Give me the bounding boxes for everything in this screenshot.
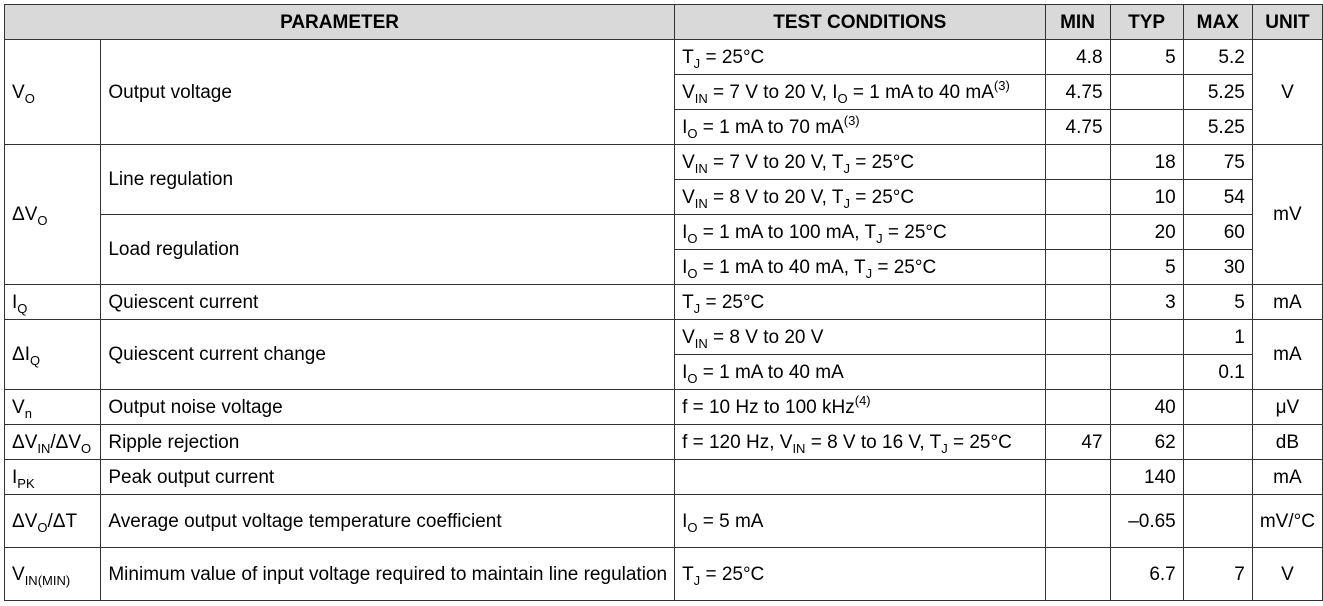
unit-value: mA [1252,320,1322,390]
typ-value: 6.7 [1110,548,1183,601]
max-value [1183,425,1252,460]
table-row [5,215,1323,250]
max-value [1183,390,1252,425]
unit-value: mA [1252,460,1322,495]
test-condition: f = 120 Hz, $V_{IN} = 8$ V to 16 V, $T_J = 25^\circ C$ [675,425,1045,460]
test-condition [675,460,1045,495]
unit-value: μV [1252,390,1322,425]
typ-value: 18 [1110,145,1183,180]
symbol-vo: $V_O$ [5,40,101,145]
test-condition: $I_O = 5$ mA [675,495,1045,548]
min-value [1045,548,1110,601]
min-value [1045,390,1110,425]
typ-value: 3 [1110,285,1183,320]
test-condition: $T_J = 25^\circ C$ [675,40,1045,75]
min-value [1045,320,1110,355]
max-value: 30 [1183,250,1252,285]
min-value [1045,285,1110,320]
table-row [5,460,1323,495]
typ-value [1110,110,1183,145]
max-value: 5.2 [1183,40,1252,75]
unit-value: V [1252,40,1322,145]
typ-value [1110,320,1183,355]
table-row [5,145,1323,180]
table-row [5,425,1323,460]
max-value [1183,460,1252,495]
symbol-vin-min: $V_{IN(MIN)}$ [5,548,101,601]
unit-value: mV [1252,145,1322,285]
typ-value: 62 [1110,425,1183,460]
max-value: 7 [1183,548,1252,601]
min-value [1045,215,1110,250]
max-value [1183,495,1252,548]
header-min: MIN [1045,5,1110,40]
table-row [5,495,1323,548]
header-row [5,5,1323,40]
param-quiescent-current: Quiescent current [101,285,675,320]
typ-value: 20 [1110,215,1183,250]
param-ripple-rejection: Ripple rejection [101,425,675,460]
min-value [1045,460,1110,495]
test-condition: $I_O = 1$ mA to 40 mA, $T_J = 25^\circ C$ [675,250,1045,285]
table-row [5,548,1323,601]
test-condition: $V_{IN} = 8$ V to 20 V [675,320,1045,355]
test-condition: $I_O = 1$ mA to 40 mA [675,355,1045,390]
electrical-characteristics-table [4,4,1323,601]
table-row [5,390,1323,425]
min-value [1045,180,1110,215]
typ-value [1110,355,1183,390]
symbol-ripple: $\Delta V_{IN}/\Delta V_O$ [5,425,101,460]
table-row [5,285,1323,320]
test-condition: $V_{IN} = 8$ V to 20 V, $T_J = 25^\circ C$ [675,180,1045,215]
symbol-temp-coefficient: $\Delta V_O/\Delta T$ [5,495,101,548]
header-parameter: PARAMETER [5,5,675,40]
symbol-delta-iq: $\Delta I_Q$ [5,320,101,390]
param-temp-coefficient: Average output voltage temperature coefficient [101,495,675,548]
test-condition: f = 10 Hz to 100 kHz$^{(4)}$ [675,390,1045,425]
typ-value [1110,75,1183,110]
header-unit: UNIT [1252,5,1322,40]
max-value: 54 [1183,180,1252,215]
max-value: 60 [1183,215,1252,250]
typ-value: 5 [1110,40,1183,75]
unit-value: V [1252,548,1322,601]
unit-value: mA [1252,285,1322,320]
min-value: 4.75 [1045,75,1110,110]
header-typ: TYP [1110,5,1183,40]
min-value [1045,145,1110,180]
symbol-ipk: $I_{PK}$ [5,460,101,495]
header-test-conditions: TEST CONDITIONS [675,5,1045,40]
param-output-voltage: Output voltage [101,40,675,145]
min-value [1045,355,1110,390]
max-value: 75 [1183,145,1252,180]
min-value [1045,250,1110,285]
symbol-vn: $V_n$ [5,390,101,425]
max-value: 5 [1183,285,1252,320]
param-vin-min: Minimum value of input voltage required to maintain line regulation [101,548,675,601]
min-value: 47 [1045,425,1110,460]
unit-value: mV/°C [1252,495,1322,548]
table-row [5,40,1323,75]
header-max: MAX [1183,5,1252,40]
max-value: 5.25 [1183,75,1252,110]
typ-value: 10 [1110,180,1183,215]
typ-value: 140 [1110,460,1183,495]
typ-value: –0.65 [1110,495,1183,548]
max-value: 0.1 [1183,355,1252,390]
symbol-delta-vo: $\Delta V_O$ [5,145,101,285]
min-value: 4.8 [1045,40,1110,75]
max-value: 5.25 [1183,110,1252,145]
test-condition: $I_O = 1$ mA to 70 $mA^{(3)}$ [675,110,1045,145]
min-value [1045,495,1110,548]
typ-value: 5 [1110,250,1183,285]
test-condition: $V_{IN} = 7$ V to 20 V, $T_J = 25^\circ C$ [675,145,1045,180]
min-value: 4.75 [1045,110,1110,145]
unit-value: dB [1252,425,1322,460]
test-condition: $I_O = 1$ mA to 100 mA, $T_J = 25^\circ C$ [675,215,1045,250]
param-output-noise-voltage: Output noise voltage [101,390,675,425]
test-condition: $T_J = 25^\circ C$ [675,285,1045,320]
param-load-regulation: Load regulation [101,215,675,285]
param-peak-output-current: Peak output current [101,460,675,495]
table-row [5,320,1323,355]
typ-value: 40 [1110,390,1183,425]
symbol-iq: $I_Q$ [5,285,101,320]
max-value: 1 [1183,320,1252,355]
test-condition: $V_{IN} = 7$ V to 20 V, $I_O = 1$ mA to 40 $mA^{(3)}$ [675,75,1045,110]
param-quiescent-current-change: Quiescent current change [101,320,675,390]
param-line-regulation: Line regulation [101,145,675,215]
test-condition: $T_J = 25^\circ C$ [675,548,1045,601]
